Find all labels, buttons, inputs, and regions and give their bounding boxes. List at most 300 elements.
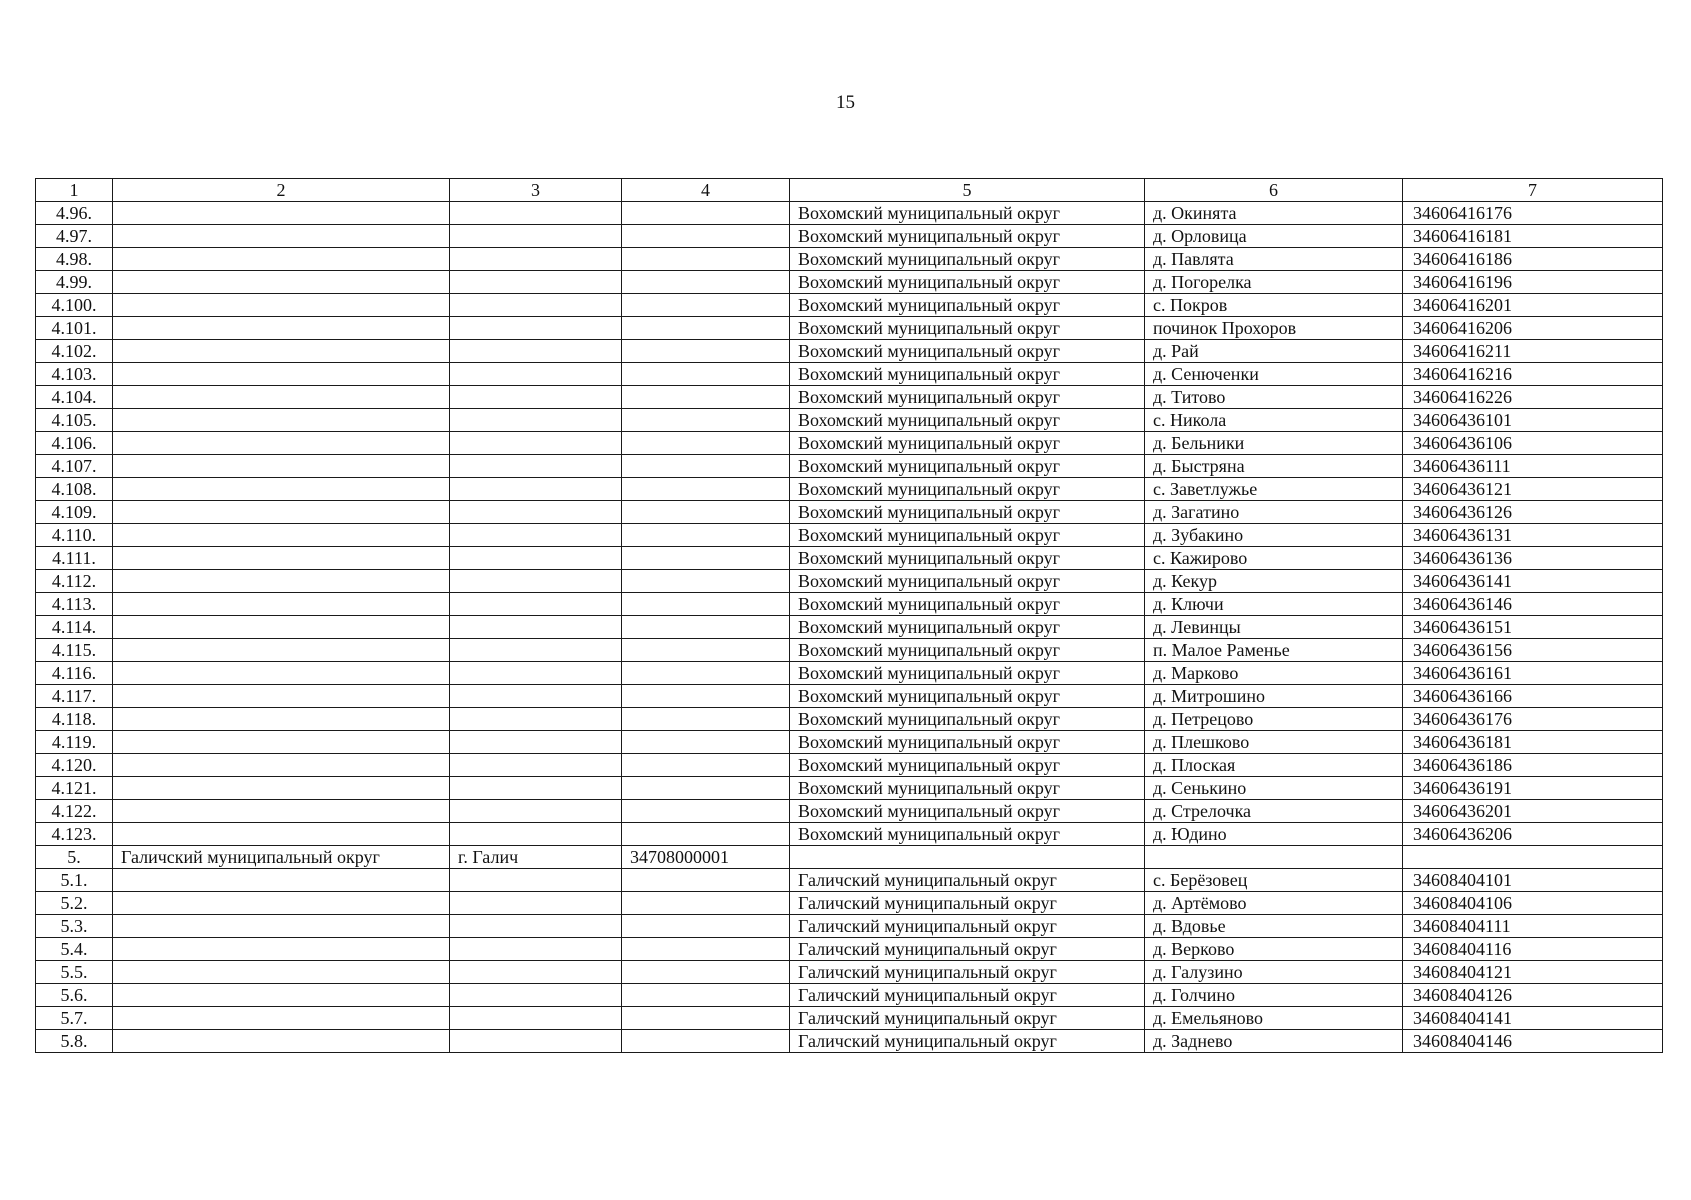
cell-town-code [622, 708, 790, 731]
cell-town-code [622, 225, 790, 248]
table-row [36, 800, 1663, 823]
cell-town [450, 501, 622, 524]
cell-district [113, 915, 450, 938]
cell-town [450, 547, 622, 570]
cell-number: 4.121. [36, 777, 113, 800]
cell-settlement-code: 34606436191 [1403, 777, 1663, 800]
table-row [36, 846, 1663, 869]
cell-town-code [622, 570, 790, 593]
table-row [36, 593, 1663, 616]
cell-settlement: с. Заветлужье [1145, 478, 1403, 501]
cell-town [450, 869, 622, 892]
cell-town [450, 271, 622, 294]
cell-municipality: Вохомский муниципальный округ [790, 363, 1145, 386]
cell-district [113, 386, 450, 409]
cell-number: 4.109. [36, 501, 113, 524]
table-row [36, 271, 1663, 294]
cell-district [113, 823, 450, 846]
cell-settlement-code: 34606416176 [1403, 202, 1663, 225]
cell-town [450, 570, 622, 593]
cell-town [450, 225, 622, 248]
cell-municipality: Вохомский муниципальный округ [790, 340, 1145, 363]
cell-district [113, 869, 450, 892]
cell-district [113, 961, 450, 984]
cell-municipality: Галичский муниципальный округ [790, 1030, 1145, 1053]
cell-settlement: д. Плешково [1145, 731, 1403, 754]
cell-number: 5.6. [36, 984, 113, 1007]
cell-number: 4.106. [36, 432, 113, 455]
cell-settlement: д. Орловица [1145, 225, 1403, 248]
cell-settlement-code: 34606436126 [1403, 501, 1663, 524]
table-row [36, 409, 1663, 432]
cell-town [450, 754, 622, 777]
table-row [36, 938, 1663, 961]
cell-settlement: д. Емельяново [1145, 1007, 1403, 1030]
cell-municipality: Галичский муниципальный округ [790, 1007, 1145, 1030]
cell-settlement: д. Окинята [1145, 202, 1403, 225]
cell-town [450, 892, 622, 915]
table-body [36, 202, 1663, 1053]
cell-settlement: д. Вдовье [1145, 915, 1403, 938]
cell-settlement-code: 34608404141 [1403, 1007, 1663, 1030]
cell-district [113, 777, 450, 800]
cell-town [450, 662, 622, 685]
cell-settlement-code: 34608404116 [1403, 938, 1663, 961]
cell-town [450, 340, 622, 363]
cell-number: 4.117. [36, 685, 113, 708]
cell-town-code [622, 984, 790, 1007]
cell-settlement: д. Галузино [1145, 961, 1403, 984]
data-table [35, 178, 1663, 1053]
cell-town-code [622, 271, 790, 294]
cell-town [450, 1007, 622, 1030]
cell-municipality: Вохомский муниципальный округ [790, 708, 1145, 731]
cell-number: 4.115. [36, 639, 113, 662]
cell-number: 4.100. [36, 294, 113, 317]
cell-municipality: Вохомский муниципальный округ [790, 386, 1145, 409]
cell-settlement-code: 34606416186 [1403, 248, 1663, 271]
cell-settlement-code: 34608404106 [1403, 892, 1663, 915]
cell-number: 4.119. [36, 731, 113, 754]
cell-district [113, 593, 450, 616]
cell-district [113, 662, 450, 685]
cell-town [450, 317, 622, 340]
cell-town [450, 984, 622, 1007]
cell-district [113, 248, 450, 271]
cell-district [113, 271, 450, 294]
cell-district [113, 1007, 450, 1030]
cell-settlement: д. Марково [1145, 662, 1403, 685]
column-header-municipality: 5 [790, 179, 1145, 202]
cell-town [450, 961, 622, 984]
cell-municipality: Галичский муниципальный округ [790, 961, 1145, 984]
table-row [36, 363, 1663, 386]
cell-town [450, 478, 622, 501]
table-row [36, 501, 1663, 524]
cell-number: 4.96. [36, 202, 113, 225]
cell-municipality: Галичский муниципальный округ [790, 938, 1145, 961]
table-row [36, 708, 1663, 731]
cell-town-code [622, 317, 790, 340]
cell-town-code [622, 892, 790, 915]
cell-settlement: д. Левинцы [1145, 616, 1403, 639]
cell-settlement-code: 34606416211 [1403, 340, 1663, 363]
cell-municipality: Вохомский муниципальный округ [790, 754, 1145, 777]
column-header-settlement: 6 [1145, 179, 1403, 202]
table-row [36, 823, 1663, 846]
cell-district [113, 570, 450, 593]
cell-municipality: Вохомский муниципальный округ [790, 248, 1145, 271]
table-row [36, 869, 1663, 892]
cell-town [450, 593, 622, 616]
cell-town-code [622, 340, 790, 363]
cell-town-code [622, 754, 790, 777]
cell-number: 4.116. [36, 662, 113, 685]
column-header-district: 2 [113, 179, 450, 202]
cell-number: 4.112. [36, 570, 113, 593]
cell-town-code: 34708000001 [622, 846, 790, 869]
page-number: 15 [836, 92, 855, 113]
cell-number: 5.8. [36, 1030, 113, 1053]
cell-district [113, 501, 450, 524]
cell-municipality: Вохомский муниципальный округ [790, 524, 1145, 547]
cell-settlement-code: 34606436161 [1403, 662, 1663, 685]
cell-settlement-code: 34606416216 [1403, 363, 1663, 386]
cell-settlement-code [1403, 846, 1663, 869]
cell-municipality: Вохомский муниципальный округ [790, 639, 1145, 662]
column-header-number: 1 [36, 179, 113, 202]
cell-municipality: Вохомский муниципальный округ [790, 547, 1145, 570]
cell-town-code [622, 501, 790, 524]
cell-municipality: Вохомский муниципальный округ [790, 501, 1145, 524]
cell-settlement: д. Рай [1145, 340, 1403, 363]
cell-municipality: Галичский муниципальный округ [790, 915, 1145, 938]
table-row [36, 1007, 1663, 1030]
cell-settlement: д. Стрелочка [1145, 800, 1403, 823]
cell-district [113, 524, 450, 547]
cell-settlement: д. Артёмово [1145, 892, 1403, 915]
cell-town-code [622, 662, 790, 685]
cell-settlement: с. Берёзовец [1145, 869, 1403, 892]
column-header-town: 3 [450, 179, 622, 202]
cell-settlement-code: 34608404111 [1403, 915, 1663, 938]
table-row [36, 524, 1663, 547]
cell-district [113, 432, 450, 455]
cell-number: 4.105. [36, 409, 113, 432]
cell-number: 4.111. [36, 547, 113, 570]
cell-number: 4.97. [36, 225, 113, 248]
cell-town [450, 915, 622, 938]
table-row [36, 340, 1663, 363]
cell-settlement-code: 34606416226 [1403, 386, 1663, 409]
cell-district [113, 731, 450, 754]
cell-municipality: Вохомский муниципальный округ [790, 685, 1145, 708]
cell-settlement-code: 34608404146 [1403, 1030, 1663, 1053]
cell-town [450, 524, 622, 547]
cell-number: 5.3. [36, 915, 113, 938]
cell-town [450, 685, 622, 708]
column-header-settlement-code: 7 [1403, 179, 1663, 202]
cell-district: Галичский муниципальный округ [113, 846, 450, 869]
cell-municipality: Вохомский муниципальный округ [790, 570, 1145, 593]
table-row [36, 754, 1663, 777]
cell-settlement-code: 34606436146 [1403, 593, 1663, 616]
cell-settlement-code: 34608404126 [1403, 984, 1663, 1007]
cell-settlement: д. Верково [1145, 938, 1403, 961]
cell-settlement-code: 34608404121 [1403, 961, 1663, 984]
cell-settlement: д. Заднево [1145, 1030, 1403, 1053]
cell-town-code [622, 1007, 790, 1030]
cell-settlement-code: 34606436121 [1403, 478, 1663, 501]
cell-town [450, 1030, 622, 1053]
table-row [36, 248, 1663, 271]
cell-town [450, 800, 622, 823]
cell-district [113, 547, 450, 570]
cell-district [113, 984, 450, 1007]
cell-town [450, 363, 622, 386]
cell-town-code [622, 961, 790, 984]
cell-town [450, 455, 622, 478]
cell-town: г. Галич [450, 846, 622, 869]
cell-municipality: Вохомский муниципальный округ [790, 271, 1145, 294]
cell-district [113, 202, 450, 225]
cell-district [113, 938, 450, 961]
cell-municipality: Вохомский муниципальный округ [790, 593, 1145, 616]
cell-town [450, 432, 622, 455]
table-row [36, 202, 1663, 225]
cell-town-code [622, 478, 790, 501]
cell-settlement-code: 34606416181 [1403, 225, 1663, 248]
cell-town-code [622, 823, 790, 846]
cell-settlement: д. Сенькино [1145, 777, 1403, 800]
cell-district [113, 616, 450, 639]
cell-settlement-code: 34606436111 [1403, 455, 1663, 478]
cell-municipality: Вохомский муниципальный округ [790, 409, 1145, 432]
cell-town [450, 731, 622, 754]
cell-settlement: д. Сенюченки [1145, 363, 1403, 386]
cell-municipality: Вохомский муниципальный округ [790, 800, 1145, 823]
cell-town-code [622, 616, 790, 639]
cell-settlement: д. Погорелка [1145, 271, 1403, 294]
cell-settlement: д. Титово [1145, 386, 1403, 409]
cell-town-code [622, 1030, 790, 1053]
table-row [36, 317, 1663, 340]
table-row [36, 662, 1663, 685]
cell-town [450, 639, 622, 662]
cell-municipality: Галичский муниципальный округ [790, 892, 1145, 915]
cell-district [113, 317, 450, 340]
table-row [36, 386, 1663, 409]
table-row [36, 685, 1663, 708]
cell-town [450, 294, 622, 317]
table-row [36, 478, 1663, 501]
cell-settlement: д. Бельники [1145, 432, 1403, 455]
cell-settlement: с. Никола [1145, 409, 1403, 432]
cell-town-code [622, 386, 790, 409]
cell-number: 5. [36, 846, 113, 869]
cell-town [450, 823, 622, 846]
table-header-row [36, 179, 1663, 202]
cell-settlement-code: 34606436106 [1403, 432, 1663, 455]
table-row [36, 892, 1663, 915]
cell-district [113, 754, 450, 777]
table-row [36, 455, 1663, 478]
cell-town-code [622, 800, 790, 823]
cell-town-code [622, 202, 790, 225]
cell-settlement-code: 34606436156 [1403, 639, 1663, 662]
table-row [36, 432, 1663, 455]
cell-district [113, 708, 450, 731]
cell-number: 4.101. [36, 317, 113, 340]
cell-town-code [622, 248, 790, 271]
cell-settlement: с. Кажирово [1145, 547, 1403, 570]
cell-number: 4.103. [36, 363, 113, 386]
table-row [36, 225, 1663, 248]
cell-settlement-code: 34608404101 [1403, 869, 1663, 892]
cell-district [113, 639, 450, 662]
cell-municipality: Вохомский муниципальный округ [790, 823, 1145, 846]
cell-town-code [622, 938, 790, 961]
cell-town-code [622, 409, 790, 432]
cell-town [450, 409, 622, 432]
cell-town [450, 616, 622, 639]
cell-number: 4.118. [36, 708, 113, 731]
table-row [36, 731, 1663, 754]
cell-settlement: починок Прохоров [1145, 317, 1403, 340]
cell-settlement-code: 34606436166 [1403, 685, 1663, 708]
cell-municipality: Вохомский муниципальный округ [790, 432, 1145, 455]
cell-number: 5.4. [36, 938, 113, 961]
cell-municipality: Вохомский муниципальный округ [790, 294, 1145, 317]
cell-town [450, 386, 622, 409]
cell-settlement-code: 34606436101 [1403, 409, 1663, 432]
cell-town-code [622, 915, 790, 938]
cell-district [113, 409, 450, 432]
cell-settlement-code: 34606416206 [1403, 317, 1663, 340]
cell-municipality: Вохомский муниципальный округ [790, 616, 1145, 639]
cell-settlement: д. Митрошино [1145, 685, 1403, 708]
column-header-town-code: 4 [622, 179, 790, 202]
cell-district [113, 1030, 450, 1053]
cell-settlement: с. Покров [1145, 294, 1403, 317]
cell-settlement: д. Зубакино [1145, 524, 1403, 547]
table-row [36, 1030, 1663, 1053]
cell-town-code [622, 432, 790, 455]
cell-settlement-code: 34606416196 [1403, 271, 1663, 294]
cell-settlement: д. Быстряна [1145, 455, 1403, 478]
cell-town [450, 202, 622, 225]
cell-municipality: Вохомский муниципальный округ [790, 225, 1145, 248]
cell-settlement: д. Павлята [1145, 248, 1403, 271]
cell-number: 4.114. [36, 616, 113, 639]
cell-municipality: Вохомский муниципальный округ [790, 662, 1145, 685]
cell-town [450, 777, 622, 800]
cell-municipality: Вохомский муниципальный округ [790, 455, 1145, 478]
cell-settlement: д. Юдино [1145, 823, 1403, 846]
cell-settlement: д. Ключи [1145, 593, 1403, 616]
cell-settlement-code: 34606416201 [1403, 294, 1663, 317]
cell-settlement: д. Голчино [1145, 984, 1403, 1007]
table-row [36, 961, 1663, 984]
cell-municipality [790, 846, 1145, 869]
cell-settlement-code: 34606436201 [1403, 800, 1663, 823]
cell-settlement-code: 34606436176 [1403, 708, 1663, 731]
cell-settlement-code: 34606436131 [1403, 524, 1663, 547]
cell-number: 4.98. [36, 248, 113, 271]
cell-settlement: д. Кекур [1145, 570, 1403, 593]
cell-town-code [622, 639, 790, 662]
cell-town-code [622, 363, 790, 386]
cell-number: 4.122. [36, 800, 113, 823]
cell-number: 4.108. [36, 478, 113, 501]
table-row [36, 984, 1663, 1007]
cell-district [113, 294, 450, 317]
cell-settlement: п. Малое Раменье [1145, 639, 1403, 662]
cell-town-code [622, 869, 790, 892]
cell-town-code [622, 777, 790, 800]
cell-district [113, 478, 450, 501]
cell-settlement-code: 34606436136 [1403, 547, 1663, 570]
table-row [36, 639, 1663, 662]
cell-town-code [622, 593, 790, 616]
cell-number: 4.120. [36, 754, 113, 777]
cell-number: 5.2. [36, 892, 113, 915]
cell-settlement-code: 34606436181 [1403, 731, 1663, 754]
cell-number: 4.99. [36, 271, 113, 294]
table-row [36, 777, 1663, 800]
cell-settlement-code: 34606436206 [1403, 823, 1663, 846]
cell-municipality: Вохомский муниципальный округ [790, 777, 1145, 800]
cell-settlement-code: 34606436151 [1403, 616, 1663, 639]
cell-district [113, 363, 450, 386]
cell-settlement: д. Плоская [1145, 754, 1403, 777]
cell-municipality: Вохомский муниципальный округ [790, 478, 1145, 501]
cell-number: 4.102. [36, 340, 113, 363]
cell-town-code [622, 455, 790, 478]
cell-municipality: Вохомский муниципальный округ [790, 202, 1145, 225]
cell-settlement [1145, 846, 1403, 869]
table-row [36, 570, 1663, 593]
table-row [36, 915, 1663, 938]
cell-municipality: Галичский муниципальный округ [790, 869, 1145, 892]
cell-number: 4.123. [36, 823, 113, 846]
cell-number: 4.113. [36, 593, 113, 616]
cell-settlement: д. Загатино [1145, 501, 1403, 524]
cell-town-code [622, 524, 790, 547]
cell-town-code [622, 685, 790, 708]
cell-district [113, 892, 450, 915]
cell-number: 4.110. [36, 524, 113, 547]
table-row [36, 547, 1663, 570]
cell-town-code [622, 294, 790, 317]
cell-settlement: д. Петрецово [1145, 708, 1403, 731]
cell-town [450, 938, 622, 961]
cell-settlement-code: 34606436186 [1403, 754, 1663, 777]
cell-town [450, 708, 622, 731]
cell-district [113, 225, 450, 248]
table-row [36, 294, 1663, 317]
cell-settlement-code: 34606436141 [1403, 570, 1663, 593]
cell-municipality: Галичский муниципальный округ [790, 984, 1145, 1007]
table-row [36, 616, 1663, 639]
cell-municipality: Вохомский муниципальный округ [790, 731, 1145, 754]
cell-district [113, 685, 450, 708]
cell-district [113, 455, 450, 478]
cell-number: 5.7. [36, 1007, 113, 1030]
cell-town [450, 248, 622, 271]
cell-number: 5.1. [36, 869, 113, 892]
cell-number: 4.107. [36, 455, 113, 478]
